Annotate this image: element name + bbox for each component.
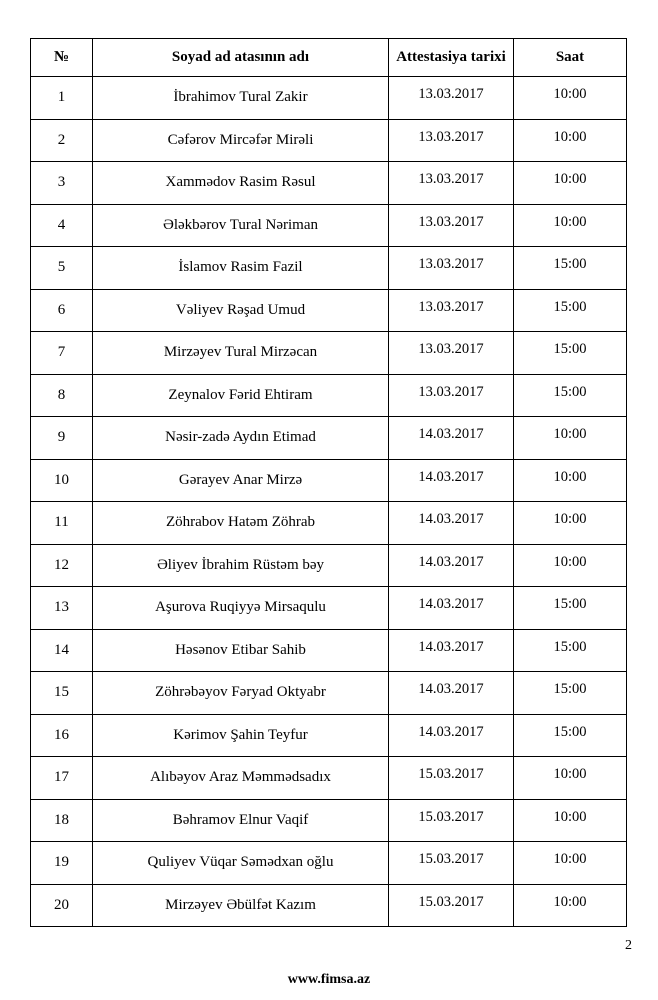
cell-name: Quliyev Vüqar Səmədxan oğlu — [93, 842, 389, 885]
cell-time: 10:00 — [514, 544, 627, 587]
cell-no: 12 — [31, 544, 93, 587]
cell-date: 15.03.2017 — [389, 884, 514, 927]
cell-date: 13.03.2017 — [389, 247, 514, 290]
cell-date: 13.03.2017 — [389, 119, 514, 162]
cell-no: 13 — [31, 587, 93, 630]
cell-time: 10:00 — [514, 884, 627, 927]
cell-time: 10:00 — [514, 417, 627, 460]
cell-date: 14.03.2017 — [389, 459, 514, 502]
table-row — [31, 289, 627, 332]
cell-name: Mirzəyev Əbülfət Kazım — [93, 884, 389, 927]
table-row — [31, 672, 627, 715]
cell-date: 15.03.2017 — [389, 842, 514, 885]
cell-time: 10:00 — [514, 204, 627, 247]
cell-name: Nəsir-zadə Aydın Etimad — [93, 417, 389, 460]
cell-date: 14.03.2017 — [389, 502, 514, 545]
cell-time: 15:00 — [514, 629, 627, 672]
cell-no: 16 — [31, 714, 93, 757]
cell-time: 10:00 — [514, 502, 627, 545]
table-row — [31, 332, 627, 375]
table-row — [31, 587, 627, 630]
cell-date: 13.03.2017 — [389, 162, 514, 205]
cell-name: Həsənov Etibar Sahib — [93, 629, 389, 672]
table-header-row — [31, 39, 627, 77]
cell-no: 15 — [31, 672, 93, 715]
cell-no: 5 — [31, 247, 93, 290]
cell-time: 15:00 — [514, 289, 627, 332]
cell-name: Gərayev Anar Mirzə — [93, 459, 389, 502]
table-row — [31, 799, 627, 842]
footer-url: www.fimsa.az — [287, 972, 371, 987]
cell-time: 10:00 — [514, 757, 627, 800]
cell-no: 10 — [31, 459, 93, 502]
table-row — [31, 417, 627, 460]
cell-no: 9 — [31, 417, 93, 460]
cell-date: 13.03.2017 — [389, 289, 514, 332]
cell-name: Zeynalov Fərid Ehtiram — [93, 374, 389, 417]
cell-time: 10:00 — [514, 77, 627, 120]
cell-time: 15:00 — [514, 247, 627, 290]
cell-date: 14.03.2017 — [389, 672, 514, 715]
cell-date: 15.03.2017 — [389, 757, 514, 800]
cell-name: Bəhramov Elnur Vaqif — [93, 799, 389, 842]
table-row — [31, 247, 627, 290]
cell-no: 4 — [31, 204, 93, 247]
attestation-table — [30, 38, 627, 927]
cell-date: 14.03.2017 — [389, 714, 514, 757]
table-row — [31, 714, 627, 757]
table-row — [31, 842, 627, 885]
cell-name: Kərimov Şahin Teyfur — [93, 714, 389, 757]
cell-no: 20 — [31, 884, 93, 927]
cell-date: 13.03.2017 — [389, 204, 514, 247]
cell-name: İslamov Rasim Fazil — [93, 247, 389, 290]
cell-no: 2 — [31, 119, 93, 162]
table-row — [31, 162, 627, 205]
cell-name: Xammədov Rasim Rəsul — [93, 162, 389, 205]
header-name: Soyad ad atasının adı — [93, 39, 389, 77]
cell-name: Aşurova Ruqiyyə Mirsaqulu — [93, 587, 389, 630]
table-row — [31, 884, 627, 927]
cell-no: 18 — [31, 799, 93, 842]
cell-date: 13.03.2017 — [389, 374, 514, 417]
header-time: Saat — [514, 39, 627, 77]
cell-time: 15:00 — [514, 332, 627, 375]
cell-date: 15.03.2017 — [389, 799, 514, 842]
table-row — [31, 502, 627, 545]
cell-name: İbrahimov Tural Zakir — [93, 77, 389, 120]
table-row — [31, 77, 627, 120]
cell-name: Zöhrəbəyov Fəryad Oktyabr — [93, 672, 389, 715]
cell-no: 6 — [31, 289, 93, 332]
cell-name: Alıbəyov Araz Məmmədsadıx — [93, 757, 389, 800]
table-row — [31, 544, 627, 587]
cell-date: 14.03.2017 — [389, 587, 514, 630]
cell-name: Zöhrabov Hatəm Zöhrab — [93, 502, 389, 545]
cell-no: 7 — [31, 332, 93, 375]
table-row — [31, 374, 627, 417]
table-row — [31, 629, 627, 672]
cell-date: 14.03.2017 — [389, 544, 514, 587]
header-date: Attestasiya tarixi — [389, 39, 514, 77]
cell-name: Mirzəyev Tural Mirzəcan — [93, 332, 389, 375]
cell-date: 13.03.2017 — [389, 332, 514, 375]
cell-no: 19 — [31, 842, 93, 885]
cell-name: Əliyev İbrahim Rüstəm bəy — [93, 544, 389, 587]
table-row — [31, 204, 627, 247]
cell-name: Cəfərov Mircəfər Mirəli — [93, 119, 389, 162]
page-number: 2 — [625, 938, 632, 953]
cell-name: Ələkbərov Tural Nəriman — [93, 204, 389, 247]
cell-time: 15:00 — [514, 672, 627, 715]
cell-time: 10:00 — [514, 799, 627, 842]
cell-time: 15:00 — [514, 714, 627, 757]
cell-no: 8 — [31, 374, 93, 417]
cell-no: 3 — [31, 162, 93, 205]
cell-no: 17 — [31, 757, 93, 800]
table-row — [31, 119, 627, 162]
cell-time: 15:00 — [514, 374, 627, 417]
cell-time: 10:00 — [514, 162, 627, 205]
cell-time: 10:00 — [514, 119, 627, 162]
cell-time: 10:00 — [514, 842, 627, 885]
header-no: № — [31, 39, 93, 77]
table-row — [31, 757, 627, 800]
cell-date: 13.03.2017 — [389, 77, 514, 120]
table-row — [31, 459, 627, 502]
cell-no: 14 — [31, 629, 93, 672]
cell-date: 14.03.2017 — [389, 629, 514, 672]
cell-time: 15:00 — [514, 587, 627, 630]
cell-name: Vəliyev Rəşad Umud — [93, 289, 389, 332]
cell-time: 10:00 — [514, 459, 627, 502]
cell-date: 14.03.2017 — [389, 417, 514, 460]
cell-no: 1 — [31, 77, 93, 120]
cell-no: 11 — [31, 502, 93, 545]
